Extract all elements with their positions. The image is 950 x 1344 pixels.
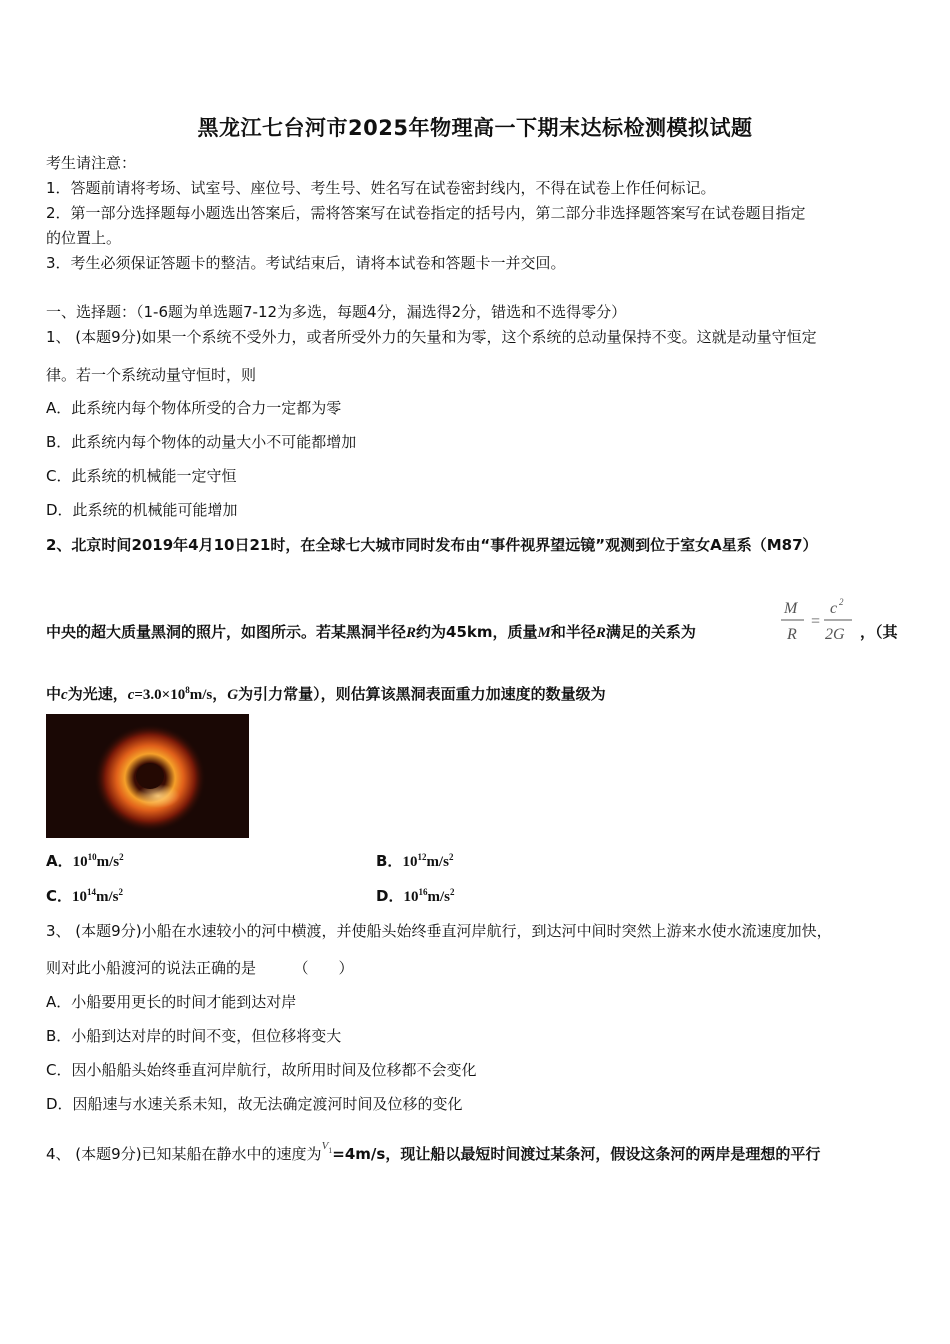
page-title: 黑龙江七台河市2025年物理高一下期末达标检测模拟试题 xyxy=(197,116,753,140)
q3-option-b: B．小船到达对岸的时间不变，但位移将变大 xyxy=(46,1027,342,1045)
notice-heading: 考生请注意： xyxy=(46,154,137,172)
black-hole-image xyxy=(46,714,249,838)
q1-option-b: B．此系统内每个物体的动量大小不可能都增加 xyxy=(46,433,357,451)
section-heading: 一、选择题：（1-6题为单选题7-12为多选，每题4分，漏选得2分，错选和不选得零分） xyxy=(46,303,627,321)
q3-option-d: D．因船速与水速关系未知，故无法确定渡河时间及位移的变化 xyxy=(46,1095,463,1113)
q2-option-c: C．$10^{14}m/s^2$ xyxy=(46,887,124,905)
svg-text:c: c xyxy=(830,600,838,617)
q1-option-c: C．此系统的机械能一定守恒 xyxy=(46,467,237,485)
q3-option-c: C．因小船船头始终垂直河岸航行，故所用时间及位移都不会变化 xyxy=(46,1061,477,1079)
q3-option-a: A．小船要用更长的时间才能到达对岸 xyxy=(46,993,297,1011)
notice-item-3: 3．考生必须保证答题卡的整洁。考试结束后，请将本试卷和答题卡一并交回。 xyxy=(46,254,566,272)
mass-radius-formula xyxy=(780,596,858,646)
notice-item-2-cont: 的位置上。 xyxy=(46,229,122,247)
q1-stem-line1: 1、 (本题9分)如果一个系统不受外力，或者所受外力的矢量和为零，这个系统的总动量保持不变。这就是动量守恒定 xyxy=(46,328,817,346)
q2-stem-line2-tail: ，（其 xyxy=(860,623,898,641)
q2-stem-line1: 2、北京时间2019年4月10日21时，在全球七大城市同时发布由“事件视界望远镜”观测到位于室女A星系（M87） xyxy=(46,536,818,554)
svg-text:M: M xyxy=(784,600,798,617)
q4-stem-line1: 4、 (本题9分)已知某船在静水中的速度为$^{V1}$=4m/s，现让船以最短时间渡过某条河，假设这条河的两岸是理想的平行 xyxy=(46,1140,821,1163)
q2-option-a: A．$10^{10}m/s^2$ xyxy=(46,852,124,870)
q2-stem-line3: 中c为光速，$c=3.0\times 10^8m/s$，G为引力常量），则估算该黑洞表面重力加速度的数量级为 xyxy=(46,685,606,703)
notice-item-2: 2．第一部分选择题每小题选出答案后，需将答案写在试卷指定的括号内，第二部分非选择题答案写在试卷题目指定 xyxy=(46,204,806,222)
svg-text:2: 2 xyxy=(839,597,844,607)
q2-option-d: D．$10^{16}m/s^2$ xyxy=(376,887,455,905)
q1-stem-line2: 律。若一个系统动量守恒时，则 xyxy=(46,366,257,384)
svg-text:2G: 2G xyxy=(825,626,845,643)
q3-stem-line2: 则对此小船渡河的说法正确的是 （ ） xyxy=(46,959,354,977)
svg-text:R: R xyxy=(787,626,797,643)
q3-stem-line1: 3、 (本题9分)小船在水速较小的河中横渡，并使船头始终垂直河岸航行，到达河中间时突然上游来水使水流速度加快， xyxy=(46,922,832,940)
notice-item-1: 1．答题前请将考场、试室号、座位号、考生号、姓名写在试卷密封线内，不得在试卷上作任何标记。 xyxy=(46,179,716,197)
q2-option-b: B．$10^{12}m/s^2$ xyxy=(376,852,454,870)
svg-text:=: = xyxy=(810,613,821,630)
q1-option-d: D．此系统的机械能可能增加 xyxy=(46,501,238,519)
q1-option-a: A．此系统内每个物体所受的合力一定都为零 xyxy=(46,399,342,417)
q2-stem-line2: 中央的超大质量黑洞的照片，如图所示。若某黑洞半径R约为45km，质量M和半径R满足的关系为 xyxy=(46,623,696,641)
